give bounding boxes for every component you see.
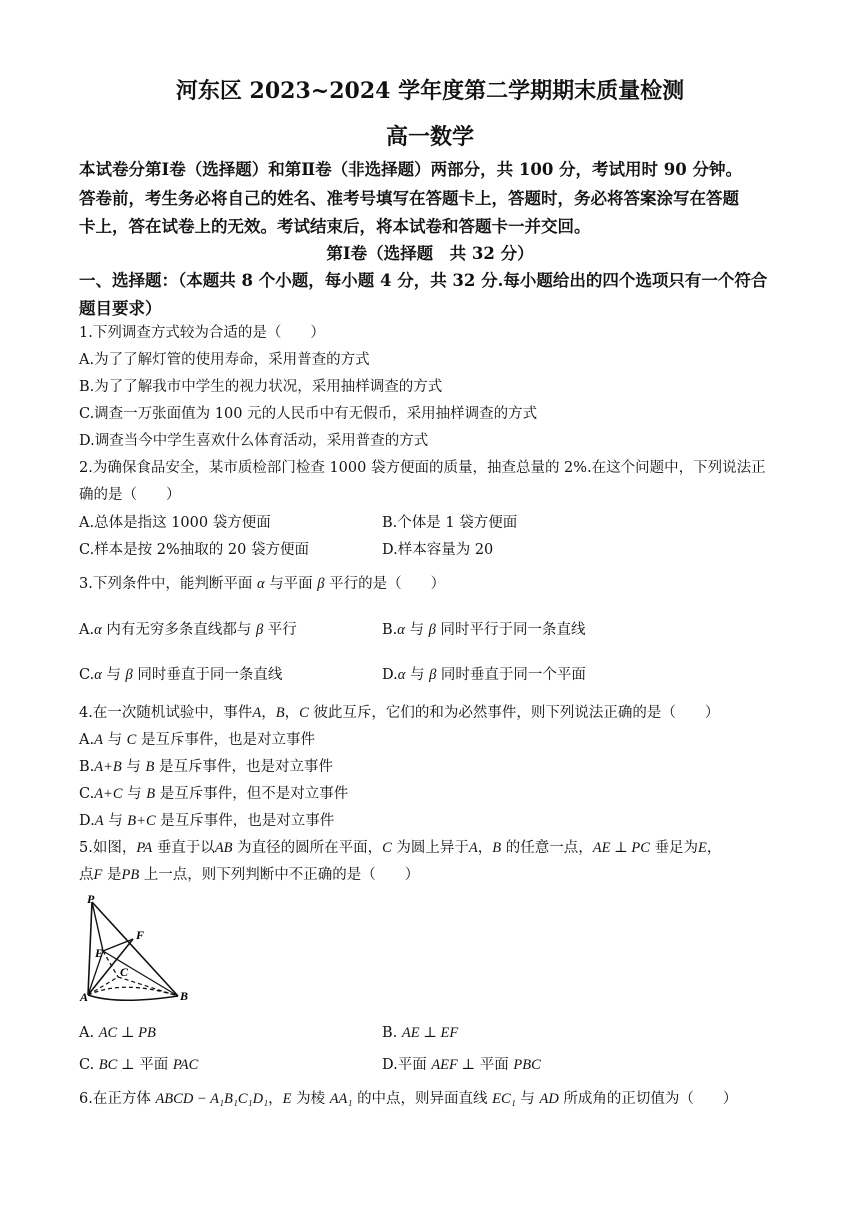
q4-option-a: A.A 与 C 是互斥事件，也是对立事件 <box>79 732 315 748</box>
q2-option-b: B.个体是 1 袋方便面 <box>382 515 518 531</box>
part1-heading: 第Ⅰ卷（选择题 共 32 分） <box>326 244 534 263</box>
segment-AC <box>88 977 118 995</box>
instruction-line-2: 答卷前，考生务必将自己的姓名、准考号填写在答题卡上，答题时，务必将答案涂写在答题 <box>79 189 739 208</box>
q5-stem-line-2: 点F 是PB 上一点，则下列判断中不正确的是（ ） <box>79 867 420 883</box>
label-E: E <box>95 946 104 960</box>
alpha-symbol: α <box>256 576 265 592</box>
q4-option-d: D.A 与 B+C 是互斥事件，也是对立事件 <box>79 813 335 829</box>
section-heading-line-2: 题目要求） <box>79 299 162 318</box>
q6-stem: 6.在正方体 ABCD − A₁B₁C₁D₁，E 为棱 AA₁ 的中点，则异面直线 EC₁ 与 AD 所成角的正切值为（ ） <box>79 1091 738 1107</box>
q3-stem: 3.下列条件中，能判断平面 α 与平面 β 平行的是（ ） <box>79 576 446 592</box>
q2-option-a: A.总体是指这 1000 袋方便面 <box>79 515 271 531</box>
label-F: F <box>136 928 145 942</box>
section-heading-line-1: 一、选择题：（本题共 8 个小题，每小题 4 分，共 32 分.每小题给出的四个选项只有一个符合 <box>79 271 768 290</box>
q5-option-b: B. AE ⊥ EF <box>382 1025 459 1041</box>
q3-option-b: B.α 与 β 同时平行于同一条直线 <box>382 622 586 638</box>
instruction-line-3: 卡上，答在试卷上的无效。考试结束后，将本试卷和答题卡一并交回。 <box>79 217 591 236</box>
beta-symbol: β <box>317 576 325 592</box>
q3-option-d: D.α 与 β 同时垂直于同一个平面 <box>382 667 586 683</box>
q4-option-c: C.A+C 与 B 是互斥事件，但不是对立事件 <box>79 786 349 802</box>
q4-option-b: B.A+B 与 B 是互斥事件，也是对立事件 <box>79 759 333 775</box>
circle-front-arc <box>88 995 178 1000</box>
q2-stem-line-1: 2.为确保食品安全，某市质检部门检查 1000 袋方便面的质量，抽查总量的 2%.在这个问题中，下列说法正 <box>79 460 766 476</box>
segment-PE <box>92 902 103 951</box>
q5-stem-line-1: 5.如图，PA 垂直于以AB 为直径的圆所在平面，C 为圆上异于A，B 的任意一点，AE ⊥ PC 垂足为E， <box>79 840 722 856</box>
q5-option-c: C. BC ⊥ 平面 PAC <box>79 1057 199 1073</box>
label-P: P <box>87 893 95 906</box>
segment-PA <box>88 902 92 995</box>
instruction-line-1: 本试卷分第Ⅰ卷（选择题）和第Ⅱ卷（非选择题）两部分，共 100 分，考试用时 90 分钟。 <box>79 160 743 179</box>
q1-stem: 1.下列调查方式较为合适的是（ ） <box>79 325 325 341</box>
q2-stem-line-2: 确的是（ ） <box>79 487 181 503</box>
q3-option-a: A.α 内有无穷多条直线都与 β 平行 <box>79 622 297 638</box>
subject-title: 高一数学 <box>385 124 474 150</box>
q2-option-c: C.样本是按 2%抽取的 20 袋方便面 <box>79 542 309 558</box>
q1-option-d: D.调查当今中学生喜欢什么体育活动，采用普查的方式 <box>79 433 429 449</box>
label-A: A <box>80 990 89 1004</box>
q5-geometry-figure <box>79 893 203 1009</box>
segment-EB <box>103 951 178 996</box>
q1-option-c: C.调查一万张面值为 100 元的人民币中有无假币，采用抽样调查的方式 <box>79 406 538 422</box>
q2-option-d: D.样本容量为 20 <box>382 542 494 558</box>
q4-stem: 4.在一次随机试验中，事件A，B，C 彼此互斥，它们的和为必然事件，则下列说法正确的是（ ） <box>79 705 720 721</box>
label-C: C <box>120 965 129 979</box>
q1-option-b: B.为了了解我市中学生的视力状况，采用抽样调查的方式 <box>79 379 443 395</box>
q5-option-d: D.平面 AEF ⊥ 平面 PBC <box>382 1057 541 1073</box>
q5-option-a: A. AC ⊥ PB <box>79 1025 156 1041</box>
exam-title: 河东区 2023~2024 学年度第二学期期末质量检测 <box>175 78 685 104</box>
q1-option-a: A.为了了解灯管的使用寿命，采用普查的方式 <box>79 352 370 368</box>
label-B: B <box>180 989 189 1003</box>
q3-option-c: C.α 与 β 同时垂直于同一条直线 <box>79 667 283 683</box>
